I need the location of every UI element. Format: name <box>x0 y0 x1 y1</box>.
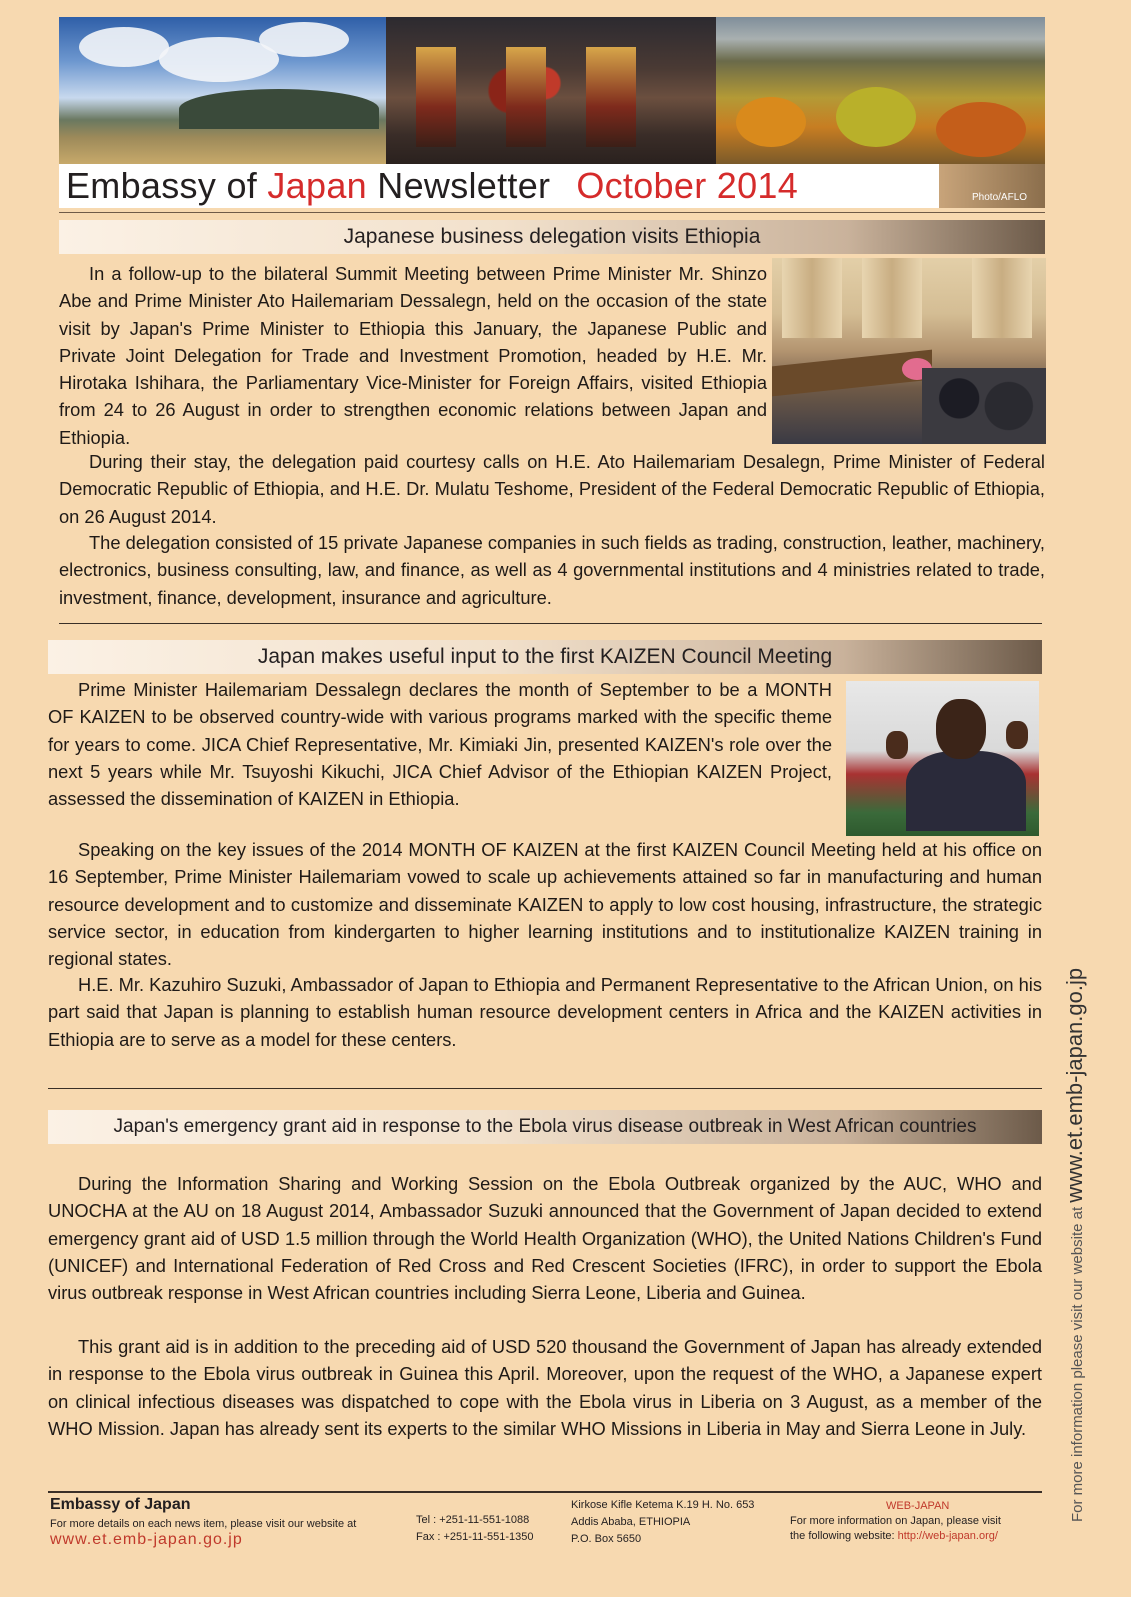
footer-divider <box>48 1491 1042 1493</box>
side-website-link[interactable]: www.et.emb-japan.go.jp <box>1062 967 1087 1203</box>
header-photo-autumn-forest <box>716 17 1045 164</box>
article3-paragraph-1: During the Information Sharing and Working Session on the Ebola Outbreak organized by the AUC, WHO and UNOCHA at the AU on 18 August 2014, Ambassador Suzuki announced that the Government of Japan decided to extend emergency grant aid of USD 1.5 million through the World Health Organization (WHO), the United Nations Children's Fund (UNICEF) and International Federation of Red Cross and Red Crescent Societies (IFRC), in order to support the Ebola virus outbreak response in West African countries including Sierra Leone, Liberia and Guinea. <box>48 1173 1042 1304</box>
side-website-note <box>1062 968 1088 1522</box>
title-divider <box>59 212 1045 213</box>
article1-paragraph-3: The delegation consisted of 15 private Japanese companies in such fields as trading, construction, leather, machinery, electronics, business consulting, law, and finance, as well as 4 governmental institutions and 4 ministries related to trade, investment, finance, development, insurance and agriculture. <box>59 532 1045 608</box>
article1-paragraph-1: In a follow-up to the bilateral Summit Meeting between Prime Minister Mr. Shinzo Abe and Prime Minister Ato Hailemariam Dessalegn, held on the occasion of the state visit by Japan's Prime Minister to Ethiopia this January, the Japanese Public and Private Joint Delegation for Trade and Investment Promotion, headed by H.E. Mr. Hirotaka Ishihara, the Parliamentary Vice-Minister for Foreign Affairs, visited Ethiopia from 24 to 26 August in order to strengthen economic relations between Japan and Ethiopia. <box>59 263 767 448</box>
footer-webjapan-line1: For more information on Japan, please visit <box>790 1515 1001 1527</box>
title-date: October 2014 <box>576 165 799 206</box>
article2-paragraph-3: H.E. Mr. Kazuhiro Suzuki, Ambassador of Japan to Ethiopia and Permanent Representative to the African Union, on his part said that Japan is planning to establish human resource development centers in Africa and the KAIZEN activities in Ethiopia are to serve as a model for these centers. <box>48 974 1042 1050</box>
footer-website-link[interactable]: www.et.emb-japan.go.jp <box>50 1531 243 1548</box>
delegation-meeting-photo <box>772 258 1046 444</box>
footer-fax: Fax : +251-11-551-1350 <box>416 1531 534 1543</box>
article1-heading: Japanese business delegation visits Ethiopia <box>59 220 1045 254</box>
section-divider-2 <box>48 1088 1042 1089</box>
header-photo-landscape <box>59 17 386 164</box>
header-photo-festival <box>386 17 716 164</box>
article3-heading: Japan's emergency grant aid in response to the Ebola virus disease outbreak in West African countries <box>48 1110 1042 1144</box>
footer-address-line2: Addis Ababa, ETHIOPIA <box>571 1516 691 1528</box>
footer-tel: Tel : +251-11-551-1088 <box>416 1514 530 1526</box>
title-japan: Japan <box>267 165 367 206</box>
footer-address-line1: Kirkose Kifle Ketema K.19 H. No. 653 <box>571 1499 755 1511</box>
side-note-text: For more information please visit our website at <box>1069 1202 1086 1522</box>
article2-heading: Japan makes useful input to the first KAIZEN Council Meeting <box>48 640 1042 674</box>
footer-webjapan-following: the following website: <box>790 1530 895 1542</box>
footer-webjapan-title: WEB-JAPAN <box>886 1500 950 1512</box>
newsletter-title <box>66 164 798 208</box>
footer-more-details: For more details on each news item, please visit our website at <box>50 1518 357 1530</box>
article2-paragraph-2: Speaking on the key issues of the 2014 MONTH OF KAIZEN at the first KAIZEN Council Meeting held at his office on 16 September, Prime Minister Hailemariam vowed to scale up achievements attained so far in manufacturing and human resource development and to customize and disseminate KAIZEN to apply to low cost housing, infrastructure, the strategic service sector, in education from kindergarten to higher learning institutions and to institutionalize KAIZEN training in regional states. <box>48 839 1042 970</box>
section-divider-1 <box>59 623 1042 624</box>
photo-credit: Photo/AFLO <box>972 192 1028 203</box>
footer-webjapan-link[interactable]: http://web-japan.org/ <box>897 1530 998 1542</box>
prime-minister-photo <box>846 681 1039 836</box>
footer-org-name: Embassy of Japan <box>50 1496 191 1513</box>
title-embassy-of: Embassy of <box>66 165 268 206</box>
title-newsletter: Newsletter <box>366 165 551 206</box>
footer-address-line3: P.O. Box 5650 <box>571 1533 642 1545</box>
footer-webjapan-line2 <box>790 1530 998 1542</box>
article1-paragraph-2: During their stay, the delegation paid courtesy calls on H.E. Ato Hailemariam Desalegn, Prime Minister of Federal Democratic Republic of Ethiopia, and H.E. Dr. Mulatu Teshome, President of the Federal Democratic Republic of Ethiopia, on 26 August 2014. <box>59 451 1045 527</box>
article3-paragraph-2: This grant aid is in addition to the preceding aid of USD 520 thousand the Government of Japan has already extended in response to the Ebola virus outbreak in Guinea this April. Moreover, upon the request of the WHO, a Japanese expert on clinical infectious diseases was dispatched to cope with the Ebola virus in Liberia on 3 August, as a member of the WHO Mission. Japan has already sent its experts to the similar WHO Missions in Liberia in May and Sierra Leone in July. <box>48 1336 1042 1439</box>
article2-paragraph-1: Prime Minister Hailemariam Dessalegn declares the month of September to be a MONTH OF KAIZEN to be observed country-wide with various programs marked with the specific theme for years to come. JICA Chief Representative, Mr. Kimiaki Jin, presented KAIZEN's role over the next 5 years while Mr. Tsuyoshi Kikuchi, JICA Chief Advisor of the Ethiopian KAIZEN Project, assessed the dissemination of KAIZEN in Ethiopia. <box>48 679 832 810</box>
